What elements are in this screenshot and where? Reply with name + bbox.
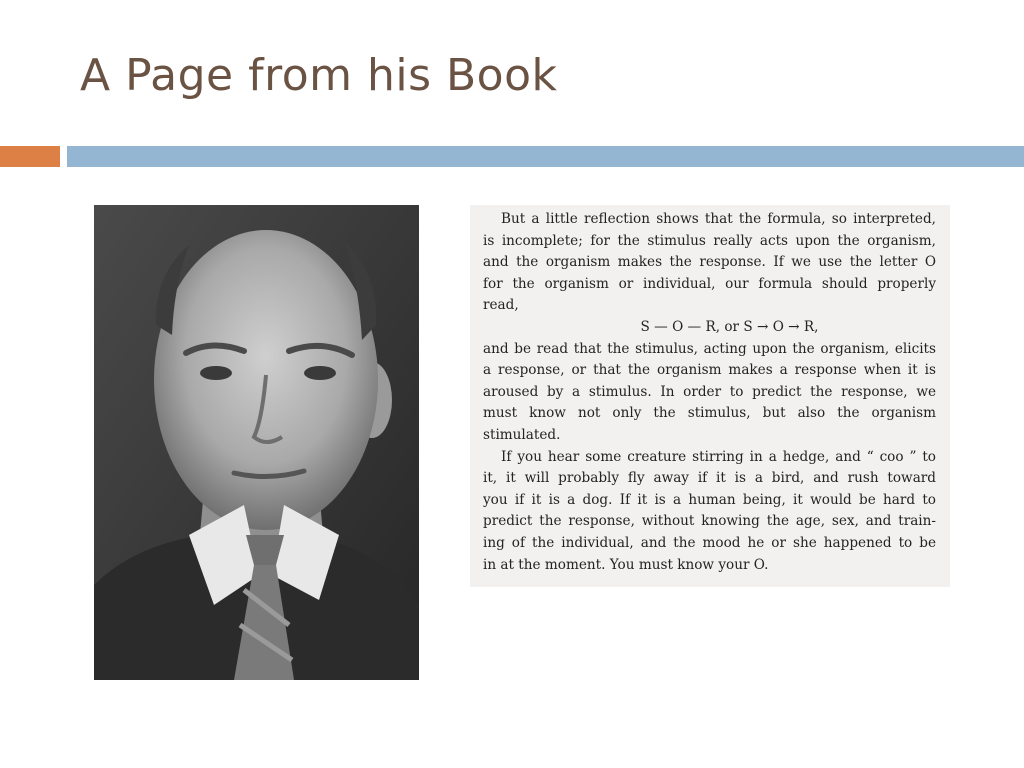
book-line: stimulated. xyxy=(483,426,561,443)
book-line: is incomplete; for the stimulus really acts upon the organism, xyxy=(483,232,936,249)
book-line: you if it is a dog. If it is a human being, it would be hard to xyxy=(483,491,936,508)
portrait-photo xyxy=(94,205,419,680)
book-line: read, xyxy=(483,297,519,314)
book-line: must know not only the stimulus, but also the organism xyxy=(483,405,936,422)
book-line: ing of the individual, and the mood he or she happened to be xyxy=(483,534,936,551)
book-line: If you hear some creature stirring in a hedge, and “ coo ” to xyxy=(501,448,936,465)
book-line: and the organism makes the response. If we use the letter O xyxy=(483,254,936,271)
book-line: for the organism or individual, our formula should properly xyxy=(483,275,936,292)
book-line: predict the response, without knowing the age, sex, and train- xyxy=(483,513,936,530)
accent-bar-orange xyxy=(0,146,60,167)
portrait-illustration xyxy=(94,205,419,680)
book-formula: S — O — R, or S → O → R, xyxy=(640,318,819,335)
book-line: it, it will probably fly away if it is a bird, and rush toward xyxy=(483,470,936,487)
book-line: and be read that the stimulus, acting upon the organism, elicits xyxy=(483,340,936,357)
book-page-scan xyxy=(470,205,950,587)
book-line: aroused by a stimulus. In order to predict the response, we xyxy=(483,383,936,400)
accent-bar-blue xyxy=(67,146,1024,167)
book-line: a response, or that the organism makes a response when it is xyxy=(483,362,936,379)
book-line: in at the moment. You must know your O. xyxy=(483,556,769,573)
slide-title: A Page from his Book xyxy=(80,50,558,101)
book-line: But a little reflection shows that the formula, so interpreted, xyxy=(501,211,936,227)
